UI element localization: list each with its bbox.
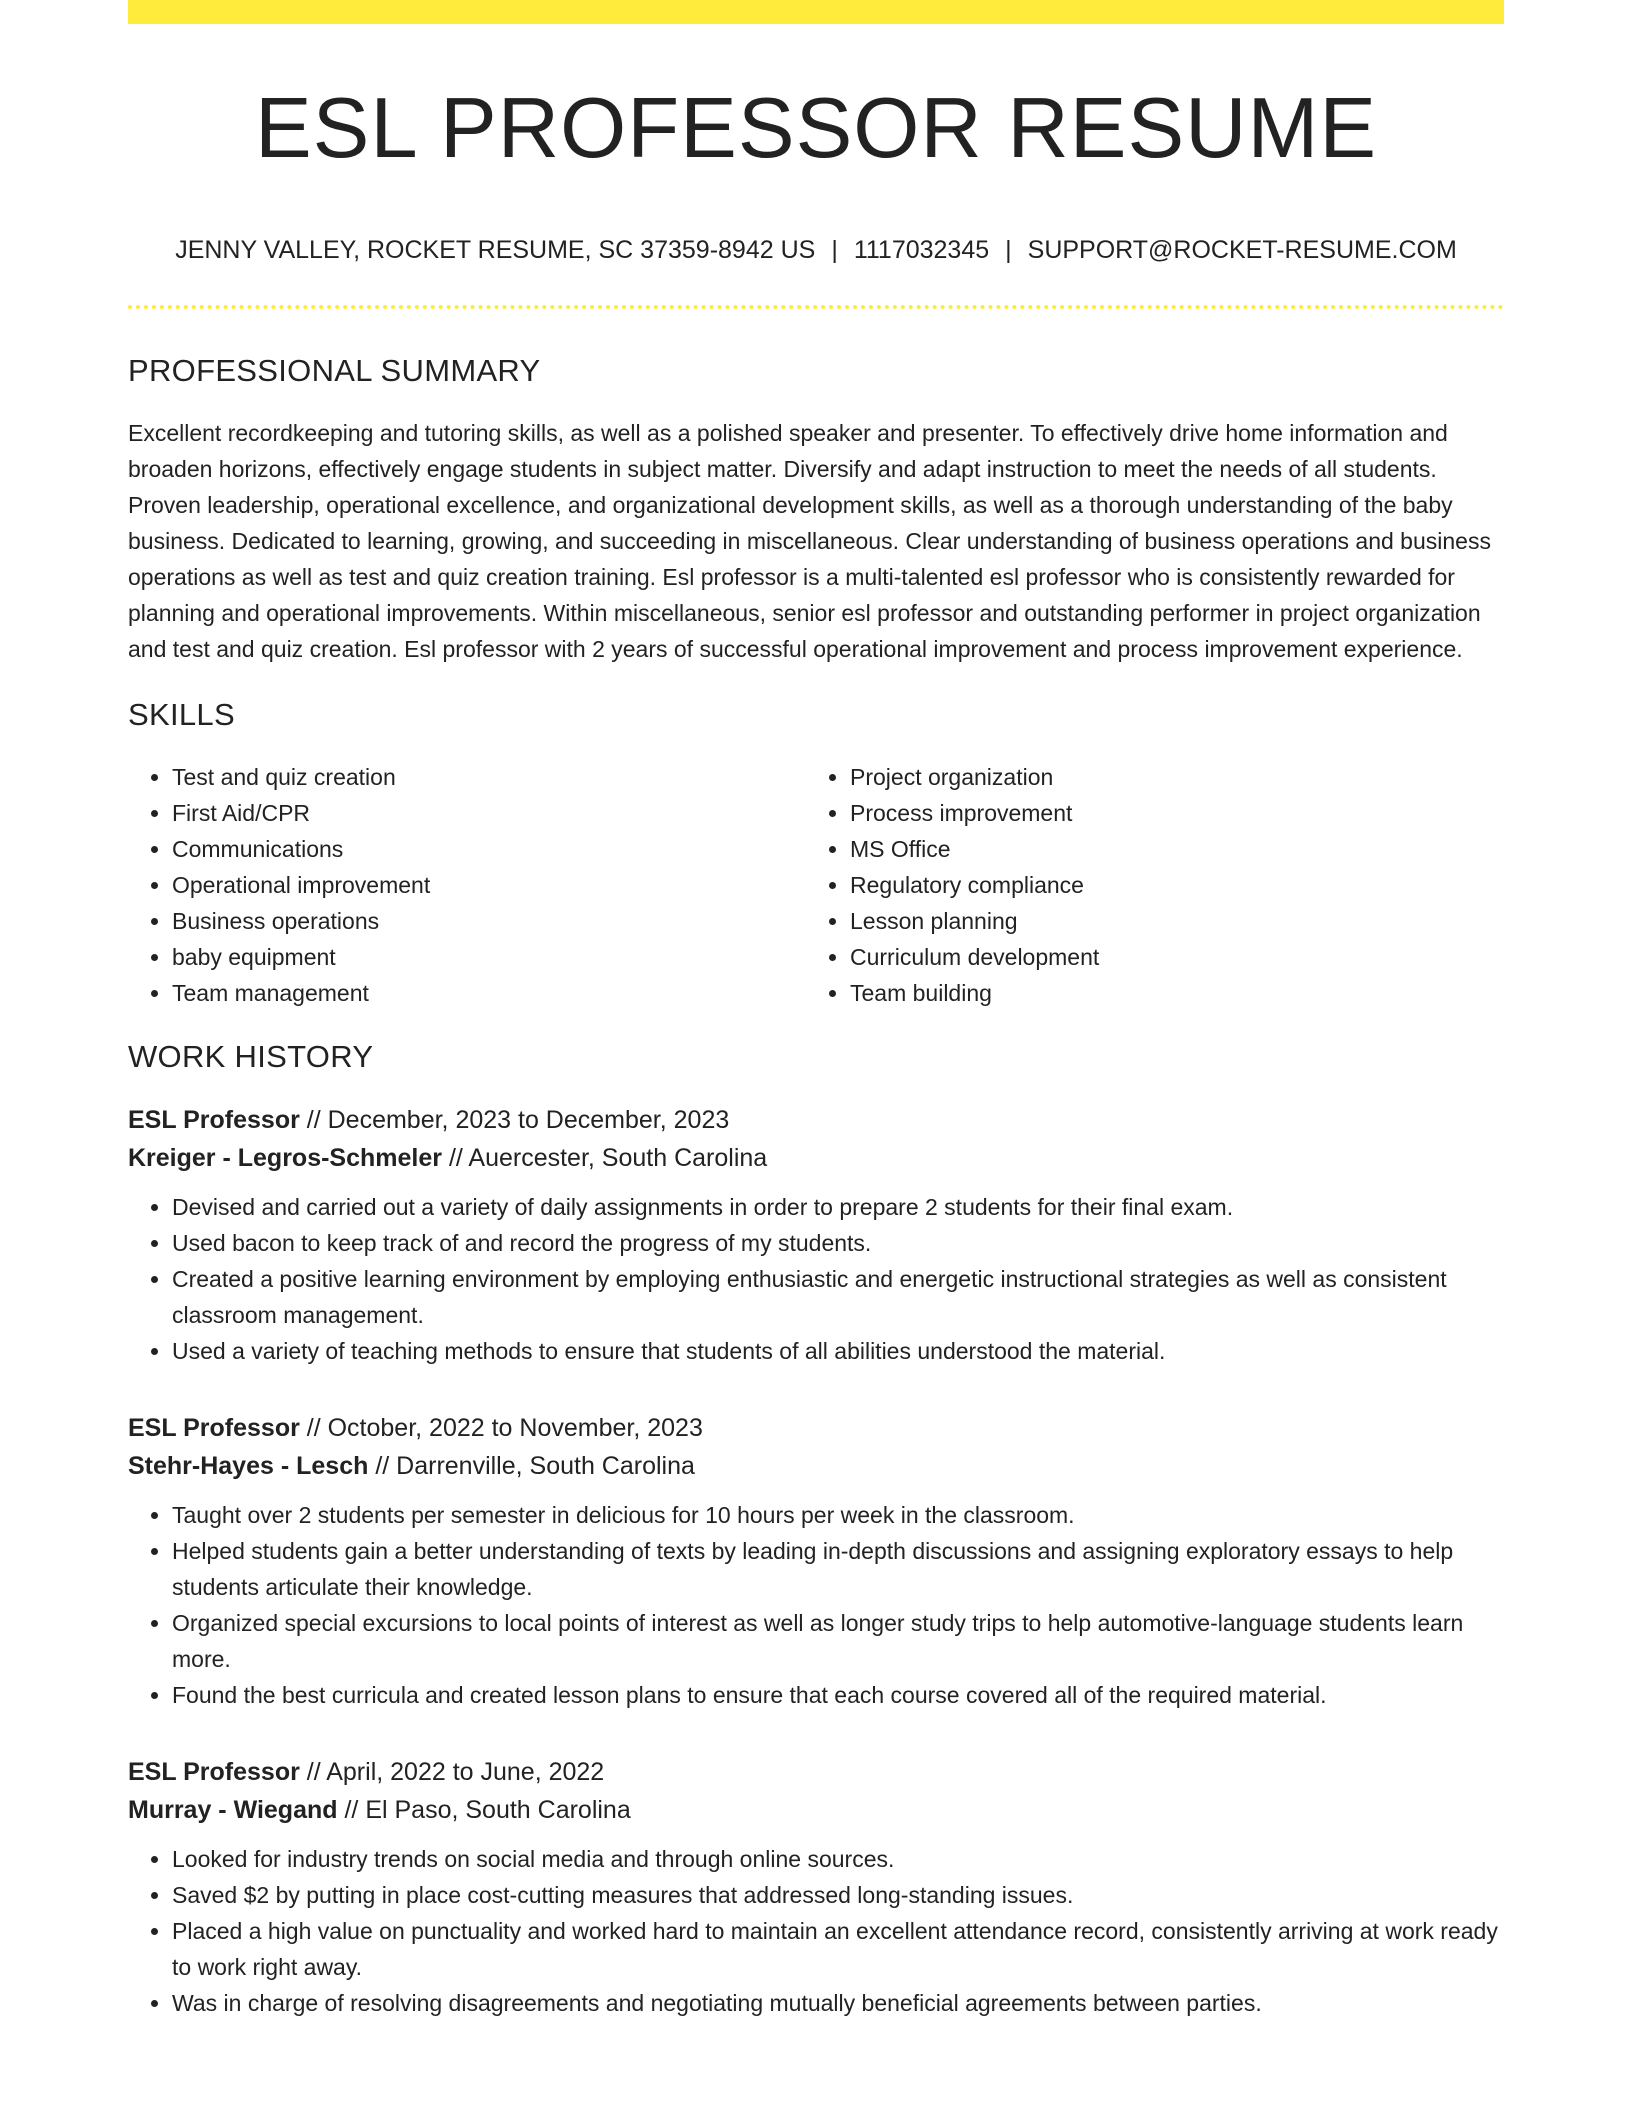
skill-item: • Operational improvement <box>172 867 806 903</box>
job-entry <box>128 1753 1504 2021</box>
skill-item: • Regulatory compliance <box>850 867 1484 903</box>
skill-item: • First Aid/CPR <box>172 795 806 831</box>
job-bullet: • Helped students gain a better understanding of texts by leading in-depth discussions and assigning exploratory essays to help students articulate their knowledge. <box>172 1533 1504 1605</box>
contact-separator: | <box>1005 236 1012 264</box>
job-company-line <box>128 1791 1504 1829</box>
job-dates: // December, 2023 to December, 2023 <box>299 1106 730 1134</box>
job-title: ESL Professor <box>128 1758 300 1786</box>
job-bullets <box>128 1497 1504 1713</box>
resume-page <box>128 0 1504 2021</box>
skill-item: • Lesson planning <box>850 903 1484 939</box>
contact-email: SUPPORT@ROCKET-RESUME.COM <box>1027 236 1457 264</box>
skill-item: • Curriculum development <box>850 939 1484 975</box>
job-bullets <box>128 1841 1504 2021</box>
skill-item: • baby equipment <box>172 939 806 975</box>
job-company: Murray - Wiegand <box>128 1796 338 1824</box>
skill-item: • Project organization <box>850 759 1484 795</box>
job-bullet: • Taught over 2 students per semester in delicious for 10 hours per week in the classroom. <box>172 1497 1504 1533</box>
skills-column-left <box>128 759 806 1011</box>
job-bullet: • Was in charge of resolving disagreements and negotiating mutually beneficial agreements between parties. <box>172 1985 1504 2021</box>
job-bullets <box>128 1189 1504 1369</box>
job-title-line <box>128 1753 1504 1791</box>
skill-item: • Test and quiz creation <box>172 759 806 795</box>
job-bullet: • Created a positive learning environment by employing enthusiastic and energetic instructional strategies as well as consistent classroom management. <box>172 1261 1504 1333</box>
skill-item: • Team management <box>172 975 806 1011</box>
job-company: Kreiger - Legros-Schmeler <box>128 1144 442 1172</box>
job-title: ESL Professor <box>128 1106 300 1134</box>
job-location: // El Paso, South Carolina <box>337 1796 631 1824</box>
skills-column-right <box>806 759 1484 1011</box>
job-entry <box>128 1101 1504 1369</box>
job-bullet: • Found the best curricula and created lesson plans to ensure that each course covered all of the required material. <box>172 1677 1504 1713</box>
summary-heading: PROFESSIONAL SUMMARY <box>128 353 541 388</box>
job-bullet: • Used bacon to keep track of and record the progress of my students. <box>172 1225 1504 1261</box>
skill-item: • MS Office <box>850 831 1484 867</box>
contact-address: JENNY VALLEY, ROCKET RESUME, SC 37359-8942 US <box>175 236 816 264</box>
job-bullet: • Placed a high value on punctuality and worked hard to maintain an excellent attendance record, consistently arriving at work ready to work right away. <box>172 1913 1504 1985</box>
summary-text: Excellent recordkeeping and tutoring skills, as well as a polished speaker and presenter. To effectively drive home information and broaden horizons, effectively engage students in subject matter. Diversify and adapt instruction to meet the needs of all students. Proven leadership, operational excellence, and organizational development skills, as well as a thorough understanding of the baby business. Dedicated to learning, growing, and succeeding in miscellaneous. Clear understanding of business operations and business operations as well as test and quiz creation training. Esl professor is a multi-talented esl professor who is consistently rewarded for planning and operational improvements. Within miscellaneous, senior esl professor and outstanding performer in project organization and test and quiz creation. Esl professor with 2 years of successful operational improvement and process improvement experience. <box>128 420 1491 662</box>
resume-title: ESL PROFESSOR RESUME <box>254 81 1378 176</box>
job-title-line <box>128 1101 1504 1139</box>
dotted-divider <box>128 305 1504 309</box>
job-dates: // April, 2022 to June, 2022 <box>299 1758 605 1786</box>
contact-line <box>128 235 1504 265</box>
work-history-heading: WORK HISTORY <box>128 1039 374 1074</box>
accent-top-bar <box>128 0 1504 24</box>
skill-item: • Process improvement <box>850 795 1484 831</box>
job-company-line <box>128 1447 1504 1485</box>
job-bullet: • Devised and carried out a variety of daily assignments in order to prepare 2 students for their final exam. <box>172 1189 1504 1225</box>
job-company-line <box>128 1139 1504 1177</box>
job-dates: // October, 2022 to November, 2023 <box>299 1414 703 1442</box>
contact-separator: | <box>831 236 838 264</box>
job-title: ESL Professor <box>128 1414 300 1442</box>
skill-item: • Business operations <box>172 903 806 939</box>
skill-item: • Communications <box>172 831 806 867</box>
job-bullet: • Used a variety of teaching methods to ensure that students of all abilities understood the material. <box>172 1333 1504 1369</box>
job-entry <box>128 1409 1504 1713</box>
job-bullet: • Saved $2 by putting in place cost-cutting measures that addressed long-standing issues. <box>172 1877 1504 1913</box>
job-location: // Auercester, South Carolina <box>442 1144 768 1172</box>
job-company: Stehr-Hayes - Lesch <box>128 1452 369 1480</box>
contact-phone: 1117032345 <box>853 236 990 264</box>
skills-list <box>128 759 1504 1011</box>
job-title-line <box>128 1409 1504 1447</box>
skills-heading: SKILLS <box>128 697 235 732</box>
skill-item: • Team building <box>850 975 1484 1011</box>
job-bullet: • Organized special excursions to local points of interest as well as longer study trips to help automotive-language students learn more. <box>172 1605 1504 1677</box>
job-bullet: • Looked for industry trends on social media and through online sources. <box>172 1841 1504 1877</box>
job-location: // Darrenville, South Carolina <box>368 1452 695 1480</box>
